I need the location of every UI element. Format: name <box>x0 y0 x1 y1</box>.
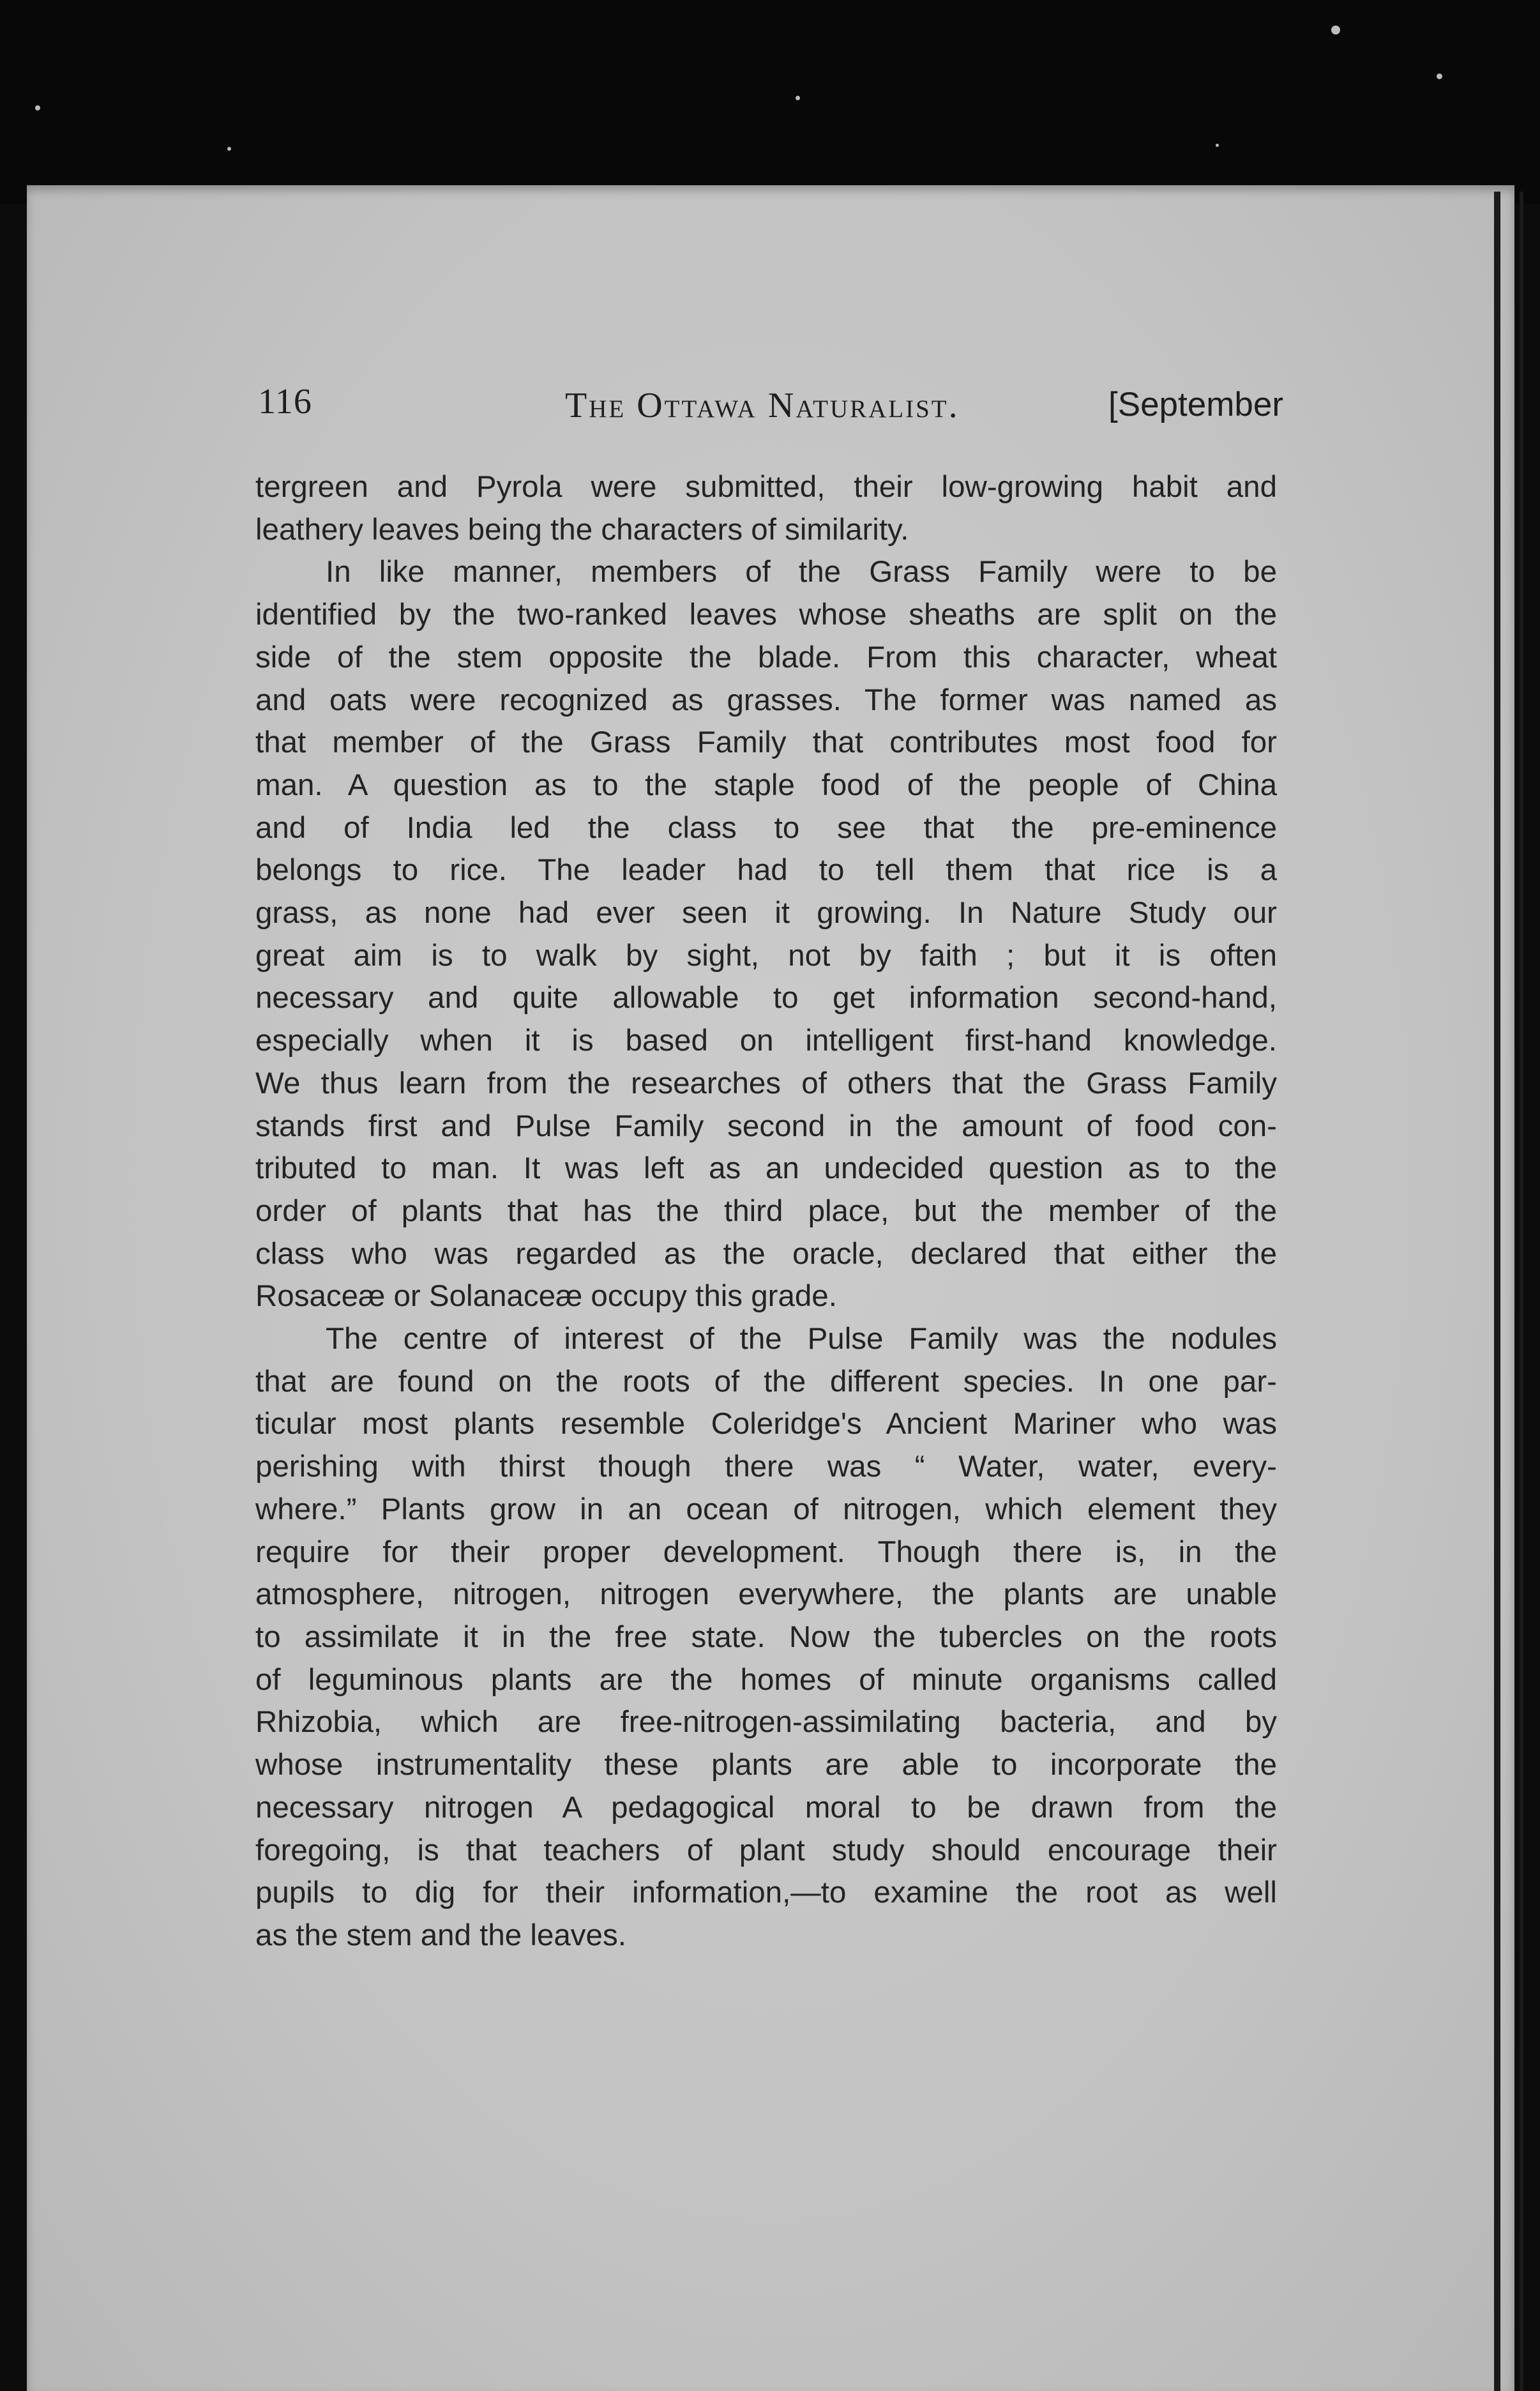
text-line: order of plants that has the third place, but the member of the <box>255 1194 1277 1228</box>
journal-title: The Ottawa Naturalist. <box>565 386 960 425</box>
text-line: man. A question as to the staple food of the people of China <box>255 768 1277 802</box>
text-line: necessary and quite allowable to get information second-hand, <box>255 981 1277 1015</box>
text-line: side of the stem opposite the blade. From this character, wheat <box>255 640 1277 674</box>
text-line: especially when it is based on intelligent first-hand knowledge. <box>255 1024 1277 1058</box>
text-line: perishing with thirst though there was “ Water, water, every- <box>255 1450 1277 1484</box>
text-line: belongs to rice. The leader had to tell them that rice is a <box>255 853 1277 888</box>
issue-month: [September <box>1108 386 1283 423</box>
scan-background-top <box>0 0 1540 204</box>
text-line: ticular most plants resemble Coleridge's Ancient Mariner who was <box>255 1407 1277 1441</box>
paragraph-3 <box>255 1318 1277 1957</box>
article-body <box>255 466 1277 1957</box>
text-line: tributed to man. It was left as an undecided question as to the <box>255 1151 1277 1186</box>
paragraph-1 <box>255 466 1277 551</box>
page-edge-shadow <box>1520 192 1523 2391</box>
text-line: Rhizobia, which are free-nitrogen-assimilating bacteria, and by <box>255 1705 1277 1740</box>
dust-speck <box>796 96 800 100</box>
text-line: stands first and Pulse Family second in the amount of food con- <box>255 1109 1277 1143</box>
text-line: as the stem and the leaves. <box>255 1918 626 1952</box>
dust-speck <box>1331 26 1340 34</box>
dust-speck <box>1216 144 1219 147</box>
text-line: Rosaceæ or Solanaceæ occupy this grade. <box>255 1279 837 1314</box>
text-line: In like manner, members of the Grass Family were to be <box>326 555 1277 589</box>
dust-speck <box>35 105 40 110</box>
text-line: grass, as none had ever seen it growing. In Nature Study our <box>255 896 1277 930</box>
page-edge-shadow <box>1494 192 1500 2391</box>
text-line: to assimilate it in the free state. Now the tubercles on the roots <box>255 1620 1277 1654</box>
text-line: We thus learn from the researches of others that the Grass Family <box>255 1066 1277 1100</box>
text-line: that are found on the roots of the different species. In one par- <box>255 1364 1277 1399</box>
text-line: foregoing, is that teachers of plant study should encourage their <box>255 1833 1277 1867</box>
text-line: that member of the Grass Family that contributes most food for <box>255 725 1277 760</box>
page-number: 116 <box>258 382 312 421</box>
text-line: require for their proper development. Though there is, in the <box>255 1535 1277 1569</box>
paragraph-2 <box>255 551 1277 1318</box>
text-line: The centre of interest of the Pulse Family was the nodules <box>326 1322 1277 1356</box>
text-line: leathery leaves being the characters of similarity. <box>255 512 909 547</box>
text-line: class who was regarded as the oracle, declared that either the <box>255 1236 1277 1271</box>
text-line: of leguminous plants are the homes of minute organisms called <box>255 1662 1277 1697</box>
text-line: atmosphere, nitrogen, nitrogen everywhere, the plants are unable <box>255 1577 1277 1612</box>
dust-speck <box>227 147 231 151</box>
text-line: and oats were recognized as grasses. The former was named as <box>255 683 1277 717</box>
text-line: where.” Plants grow in an ocean of nitrogen, which element they <box>255 1492 1277 1526</box>
text-line: whose instrumentality these plants are able to incorporate the <box>255 1748 1277 1782</box>
text-line: necessary nitrogen A pedagogical moral to be drawn from the <box>255 1790 1277 1825</box>
text-line: identified by the two-ranked leaves whose sheaths are split on the <box>255 598 1277 632</box>
text-line: and of India led the class to see that the pre-eminence <box>255 810 1277 845</box>
text-line: tergreen and Pyrola were submitted, their low-growing habit and <box>255 470 1277 504</box>
dust-speck <box>1437 73 1442 79</box>
text-line: great aim is to walk by sight, not by faith ; but it is often <box>255 938 1277 973</box>
text-line: pupils to dig for their information,—to examine the root as well <box>255 1876 1277 1910</box>
